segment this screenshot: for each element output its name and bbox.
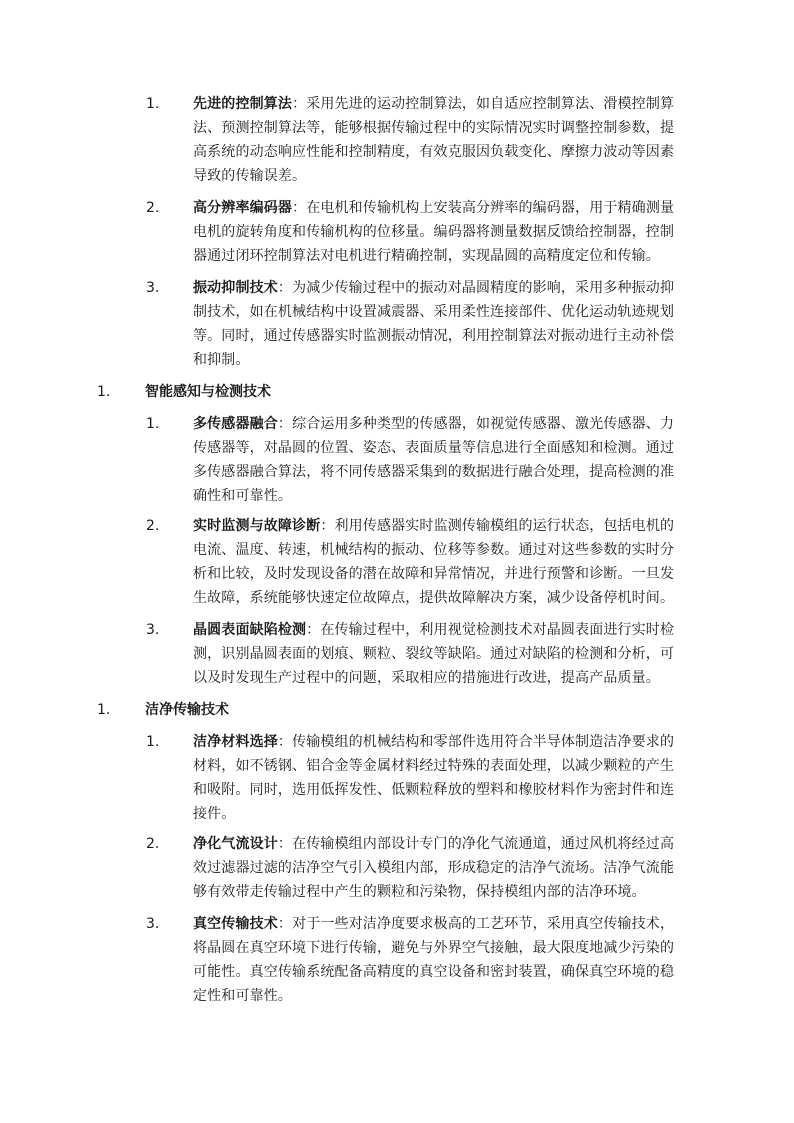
item-term: 高分辨率编码器 <box>193 200 293 216</box>
list-item-text: 实时监测与故障诊断：利用传感器实时监测传输模组的运行状态，包括电机的 电流、温度、转速，机械结构的振动、位移等参数。通过对这些参数的实时分 析和比较，及时发现设备的潜在故障和异常情况，并进行预警和诊断。一旦发 生故障，系统能够快速定位故障点，提供故障解决方案，减少设备停机时间。 <box>193 518 675 606</box>
section-number: 1. <box>97 384 111 400</box>
list-item-text: 先进的控制算法：采用先进的运动控制算法，如自适应控制算法、滑模控制算 法、预测控制算法等，能够根据传输过程中的实际情况实时调整控制参数，提 高系统的动态响应性能和控制精度，有效克服因负载变化、摩擦力波动等因素 导致的传输误差。 <box>193 96 675 184</box>
list-number: 2. <box>146 200 160 216</box>
section-title: 智能感知与检测技术 <box>145 384 271 400</box>
item-term: 多传感器融合 <box>193 416 278 432</box>
list-item-text: 振动抑制技术：为减少传输过程中的振动对晶圆精度的影响，采用多种振动抑 制技术，如在机械结构中设置减震器、采用柔性连接部件、优化运动轨迹规划 等。同时，通过传感器实时监测振动情况，利用控制算法对振动进行主动补偿 和抑制。 <box>193 280 675 368</box>
item-term: 振动抑制技术 <box>193 280 278 296</box>
list-item-text: 真空传输技术：对于一些对洁净度要求极高的工艺环节，采用真空传输技术， 将晶圆在真空环境下进行传输，避免与外界空气接触，最大限度地减少污染的 可能性。真空传输系统配备高精度的真空设备和密封装置，确保真空环境的稳 定性和可靠性。 <box>193 916 675 1004</box>
list-number: 1. <box>146 734 160 750</box>
item-term: 净化气流设计 <box>193 836 278 852</box>
item-term: 实时监测与故障诊断 <box>193 518 321 534</box>
item-term: 晶圆表面缺陷检测 <box>193 622 307 638</box>
list-number: 3. <box>146 280 160 296</box>
list-number: 3. <box>146 622 160 638</box>
list-item-text: 多传感器融合：综合运用多种类型的传感器，如视觉传感器、激光传感器、力 传感器等，对晶圆的位置、姿态、表面质量等信息进行全面感知和检测。通过 多传感器融合算法，将不同传感器采集到的数据进行融合处理，提高检测的准 确性和可靠性。 <box>193 416 675 504</box>
list-item-text: 净化气流设计：在传输模组内部设计专门的净化气流通道，通过风机将经过高 效过滤器过滤的洁净空气引入模组内部，形成稳定的洁净气流场。洁净气流能 够有效带走传输过程中产生的颗粒和污染物，保持模组内部的洁净环境。 <box>193 836 675 900</box>
section-number: 1. <box>97 702 111 718</box>
list-number: 2. <box>146 518 160 534</box>
item-term: 真空传输技术 <box>193 916 278 932</box>
item-term: 洁净材料选择 <box>193 734 278 750</box>
section-title: 洁净传输技术 <box>145 702 229 718</box>
list-item-text: 高分辨率编码器：在电机和传输机构上安装高分辨率的编码器，用于精确测量 电机的旋转角度和传输机构的位移量。编码器将测量数据反馈给控制器，控制 器通过闭环控制算法对电机进行精确控制，实现晶圆的高精度定位和传输。 <box>193 200 675 264</box>
list-item-text: 洁净材料选择：传输模组的机械结构和零部件选用符合半导体制造洁净要求的 材料，如不锈钢、铝合金等金属材料经过特殊的表面处理，以减少颗粒的产生 和吸附。同时，选用低挥发性、低颗粒释放的塑料和橡胶材料作为密封件和连 接件。 <box>193 734 675 822</box>
list-item-text: 晶圆表面缺陷检测：在传输过程中，利用视觉检测技术对晶圆表面进行实时检 测，识别晶圆表面的划痕、颗粒、裂纹等缺陷。通过对缺陷的检测和分析，可 以及时发现生产过程中的问题，采取相应的措施进行改进，提高产品质量。 <box>193 622 675 686</box>
list-number: 1. <box>146 416 160 432</box>
list-number: 2. <box>146 836 160 852</box>
list-number: 3. <box>146 916 160 932</box>
list-number: 1. <box>146 96 160 112</box>
item-term: 先进的控制算法 <box>193 96 293 112</box>
